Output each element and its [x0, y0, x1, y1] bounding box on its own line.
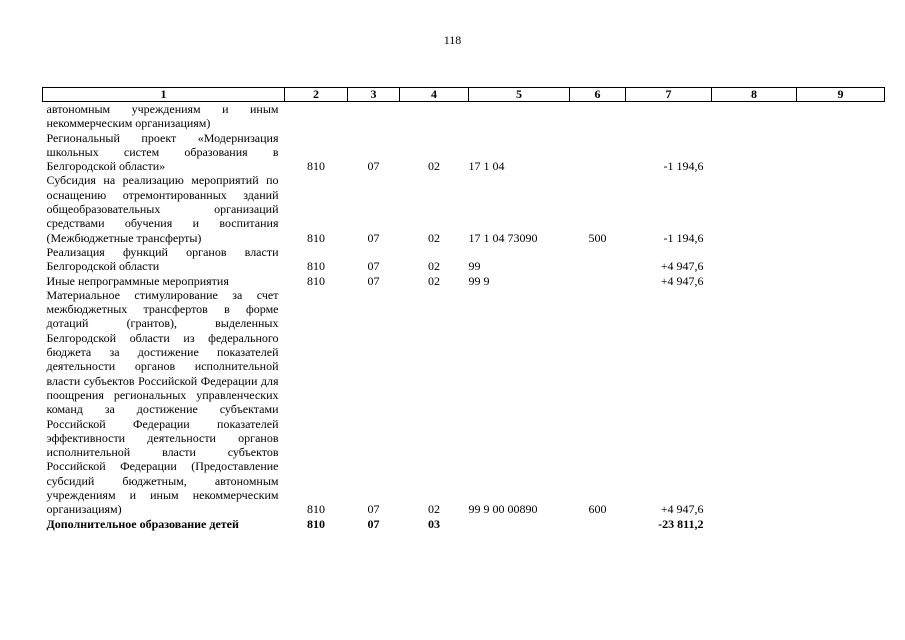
row-subsection-code: 02 [428, 259, 440, 274]
row-empty-cell [712, 173, 797, 244]
column-header: 8 [712, 88, 797, 102]
column-header: 6 [570, 88, 626, 102]
column-header: 1 [43, 88, 285, 102]
page-number: 118 [443, 33, 462, 47]
row-description: Дополнительное образование детей [46, 516, 239, 531]
row-description: автономным учреждениям и иным некоммерческим организациям) [46, 102, 279, 131]
column-header: 2 [285, 88, 348, 102]
row-expense-type [570, 131, 626, 174]
row-target-article: 99 9 [468, 273, 490, 288]
row-amount: +4 947,6 [660, 273, 704, 288]
row-expense-type [570, 274, 626, 288]
row-ministry-code: 810 [307, 273, 325, 288]
row-empty-cell [712, 131, 797, 174]
row-description: Реализация функций органов власти Белгородской области [46, 244, 279, 274]
row-empty-cell [712, 245, 797, 274]
row-ministry-code: 810 [307, 516, 325, 531]
column-header: 9 [797, 88, 885, 102]
row-target-article [469, 102, 570, 131]
column-header: 3 [348, 88, 400, 102]
row-description: Субсидия на реализацию мероприятий по оснащению отремонтированных зданий общеобразовательных организаций средствами обучения и воспитания (Межбюджетные трансферты) [46, 173, 279, 245]
row-empty-cell [712, 274, 797, 288]
row-subsection-code: 03 [428, 516, 440, 531]
row-ministry-code: 810 [307, 230, 325, 245]
row-subsection-code: 02 [428, 502, 440, 517]
row-section-code [348, 102, 400, 131]
row-expense-type [570, 102, 626, 131]
row-subsection-code: 02 [428, 159, 440, 174]
row-amount: -1 194,6 [663, 159, 704, 174]
row-empty-cell [712, 517, 797, 531]
column-header: 4 [400, 88, 469, 102]
row-expense-type [570, 245, 626, 274]
row-description: Региональный проект «Модернизация школьных систем образования в Белгородской области» [46, 130, 279, 174]
row-target-article: 17 1 04 [468, 159, 505, 174]
row-amount: +4 947,6 [660, 502, 704, 517]
row-empty-cell [797, 131, 885, 174]
row-section-code: 07 [367, 159, 380, 174]
row-amount: +4 947,6 [660, 259, 704, 274]
row-empty-cell [712, 102, 797, 131]
row-subsection-code: 02 [428, 230, 440, 245]
row-empty-cell [797, 288, 885, 517]
row-ministry-code [285, 102, 348, 131]
row-empty-cell [797, 517, 885, 531]
row-target-article: 17 1 04 73090 [468, 230, 538, 245]
row-empty-cell [797, 102, 885, 131]
row-amount: -1 194,6 [663, 230, 704, 245]
row-empty-cell [797, 173, 885, 244]
row-expense-type: 600 [588, 502, 607, 517]
row-subsection-code [400, 102, 469, 131]
row-expense-type [570, 517, 626, 531]
row-section-code: 07 [367, 230, 380, 245]
row-ministry-code: 810 [307, 502, 325, 517]
row-empty-cell [797, 274, 885, 288]
row-empty-cell [797, 245, 885, 274]
table-row [43, 288, 885, 517]
table-row [43, 517, 885, 531]
row-section-code: 07 [367, 273, 380, 288]
row-target-article: 99 [468, 259, 481, 274]
row-amount: -23 811,2 [658, 516, 704, 531]
row-target-article [469, 517, 570, 531]
budget-table [42, 87, 885, 531]
row-empty-cell [712, 288, 797, 517]
table-row [43, 173, 885, 244]
row-target-article: 99 9 00 00890 [468, 502, 538, 517]
row-ministry-code: 810 [307, 259, 325, 274]
table-row [43, 245, 885, 274]
table-header-row [43, 88, 885, 102]
row-ministry-code: 810 [307, 159, 325, 174]
table-row [43, 131, 885, 174]
row-description: Иные непрограммные мероприятия [46, 273, 229, 288]
column-header: 7 [626, 88, 712, 102]
table-row [43, 102, 885, 131]
row-section-code: 07 [367, 516, 380, 531]
row-description: Материальное стимулирование за счет межбюджетных трансфертов в форме дотаций (грантов), выделенных Белгородской области из федерального бюджета за достижение показателей деятельности органов исполнительной власти субъектов Российской Федерации для поощрения региональных управленческих команд за достижение субъектами Российской Федерации показателей эффективности деятельности органов исполнительной власти субъектов Российской Федерации (Предоставление субсидий бюджетным, автономным учреждениям и иным некоммерческим организациям) [46, 287, 279, 517]
row-expense-type: 500 [588, 230, 607, 245]
row-section-code: 07 [367, 259, 380, 274]
table-row [43, 274, 885, 288]
column-header: 5 [469, 88, 570, 102]
row-amount [626, 102, 712, 131]
row-subsection-code: 02 [428, 273, 440, 288]
row-section-code: 07 [367, 502, 380, 517]
